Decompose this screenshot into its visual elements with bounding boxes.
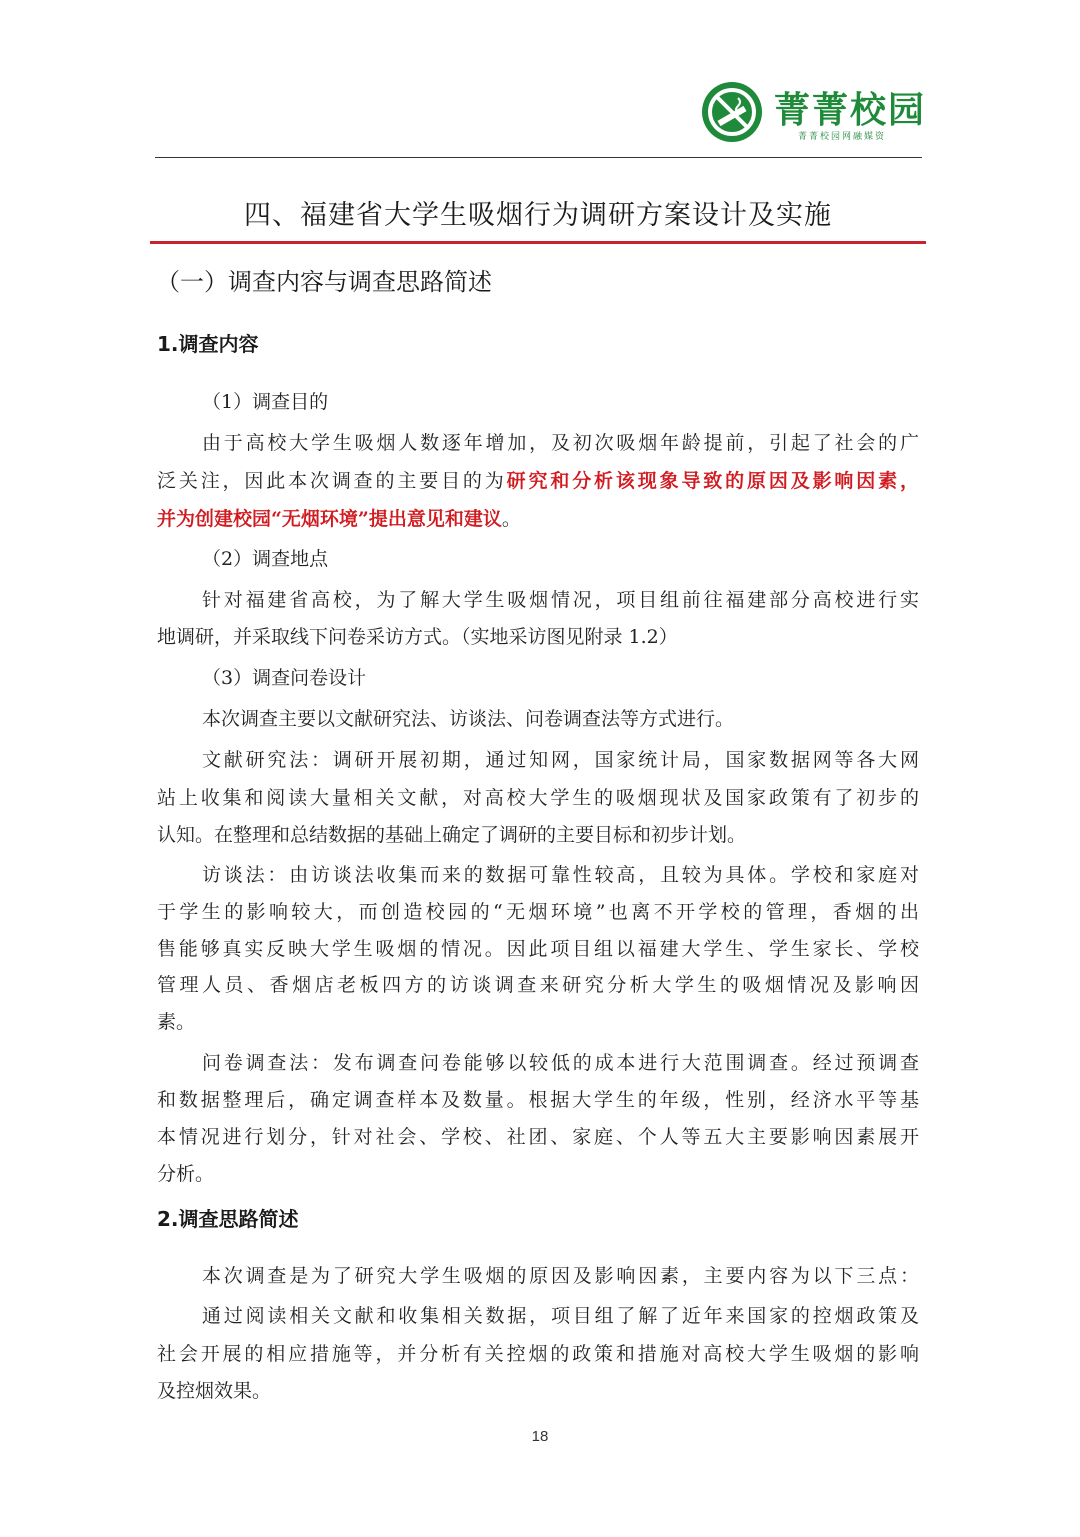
paragraph-approach-detail-line: 社会开展的相应措施等，并分析有关控烟的政策和措施对高校大学生吸烟的影响 (157, 1343, 919, 1365)
section-title: （一）调查内容与调查思路简述 (156, 268, 492, 296)
paragraph-purpose-line: 由于高校大学生吸烟人数逐年增加，及初次吸烟年龄提前，引起了社会的广 (202, 432, 919, 454)
no-smoking-emblem-icon (700, 80, 764, 144)
chapter-title: 四、福建省大学生吸烟行为调研方案设计及实施 (244, 200, 832, 231)
paragraph-approach-detail-line: 及控烟效果。 (157, 1380, 272, 1402)
paragraph-literature-line: 文献研究法：调研开展初期，通过知网，国家统计局，国家数据网等各大网 (202, 749, 919, 771)
paragraph-location-line: 针对福建省高校，为了解大学生吸烟情况，项目组前往福建部分高校进行实 (202, 589, 919, 611)
paragraph-survey-line: 分析。 (157, 1163, 215, 1185)
logo-subtitle: 菁菁校园网融媒资 (798, 132, 887, 142)
subsection-title-2: 2.调查思路简述 (157, 1207, 299, 1231)
paragraph-methods: 本次调查主要以文献研究法、访谈法、问卷调查法等方式进行。 (202, 708, 735, 730)
page-number: 18 (531, 1428, 549, 1445)
header-divider (155, 157, 922, 158)
paragraph-interview-line: 素。 (157, 1011, 196, 1033)
paragraph-approach: 本次调查是为了研究大学生吸烟的原因及影响因素，主要内容为以下三点： (202, 1265, 919, 1287)
paragraph-interview-line: 访谈法：由访谈法收集而来的数据可靠性较高，且较为具体。学校和家庭对 (202, 864, 919, 886)
paragraph-survey-line: 和数据整理后，确定调查样本及数量。根据大学生的年级，性别，经济水平等基 (157, 1089, 919, 1111)
highlighted-text: 研究和分析该现象导致的原因及影响因素， (506, 470, 919, 492)
paragraph-literature-line: 站上收集和阅读大量相关文献，对高校大学生的吸烟现状及国家政策有了初步的 (157, 787, 919, 809)
highlighted-text: 并为创建校园“无烟环境”提出意见和建议 (157, 508, 502, 530)
chapter-title-underline (150, 241, 926, 244)
paragraph-purpose-line (157, 469, 919, 493)
paragraph-interview-line: 于学生的影响较大，而创造校园的“无烟环境”也离不开学校的管理，香烟的出 (157, 901, 919, 923)
paragraph-interview-line: 管理人员、香烟店老板四方的访谈调查来研究分析大学生的吸烟情况及影响因 (157, 974, 919, 996)
logo-title: 菁菁校园 (774, 90, 927, 131)
item-title-questionnaire: （3）调查问卷设计 (202, 667, 367, 689)
header-logo (700, 80, 927, 144)
text-run: 泛关注，因此本次调查的主要目的为 (157, 470, 507, 492)
paragraph-location-line: 地调研，并采取线下问卷采访方式。（实地采访图见附录 1.2） (157, 626, 678, 648)
paragraph-survey-line: 本情况进行划分，针对社会、学校、社团、家庭、个人等五大主要影响因素展开 (157, 1126, 919, 1148)
subsection-title-1: 1.调查内容 (157, 332, 259, 356)
paragraph-interview-line: 售能够真实反映大学生吸烟的情况。因此项目组以福建大学生、学生家长、学校 (157, 938, 919, 960)
paragraph-approach-detail-line: 通过阅读相关文献和收集相关数据，项目组了解了近年来国家的控烟政策及 (202, 1305, 919, 1327)
paragraph-survey-line: 问卷调查法：发布调查问卷能够以较低的成本进行大范围调查。经过预调查 (202, 1052, 919, 1074)
item-title-purpose: （1）调查目的 (202, 391, 329, 413)
paragraph-literature-line: 认知。在整理和总结数据的基础上确定了调研的主要目标和初步计划。 (157, 824, 747, 846)
item-title-location: （2）调查地点 (202, 548, 329, 570)
paragraph-purpose-line (157, 507, 521, 531)
text-run: 。 (501, 508, 521, 530)
